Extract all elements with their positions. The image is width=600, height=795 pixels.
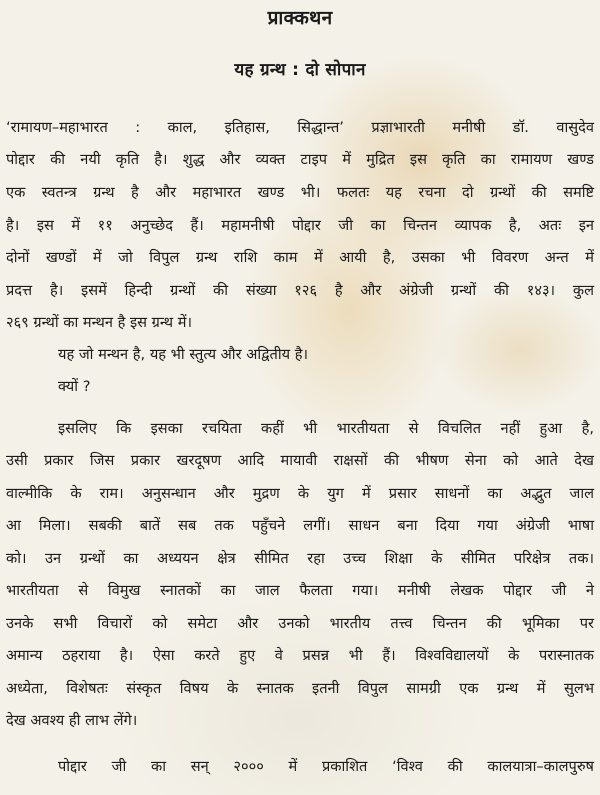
section-subheading: यह ग्रन्थ : दो सोपान: [234, 60, 366, 80]
text-line-3: एक स्वतन्त्र ग्रन्थ है और महाभारत खण्ड भी। फलतः यह रचना दो ग्रन्थों की समष्टि: [6, 184, 594, 201]
text-line-8: यह जो मन्थन है, यह भी स्तुत्य और अद्वितीय है।: [58, 346, 309, 363]
text-line-9: क्यों ?: [58, 378, 91, 395]
text-line-10: इसलिए कि इसका रचयिता कहीं भी भारतीयता से विचलित नहीं हुआ है,: [58, 420, 594, 437]
text-line-20: पोद्दार जी का सन् २००० में प्रकाशित ‘विश्व की कालयात्रा–कालपुरुष: [58, 758, 594, 775]
text-line-1: ‘रामायण–महाभारत : काल, इतिहास, सिद्धान्त’ प्रज्ञाभारती मनीषी डॉ. वासुदेव: [6, 119, 594, 136]
text-line-17: अमान्य ठहराया है। ऐसा करते हुए वे प्रसन्न भी हैं। विश्वविद्यालयों के परास्नातक: [6, 647, 594, 664]
text-line-18: अध्येता, विशेषतः संस्कृत विषय के स्नातक इतनी विपुल सामग्री एक ग्रन्थ में सुलभ: [6, 680, 594, 697]
text-line-13: आ मिला। सबकी बातें सब तक पहुँचने लगीं। साधन बना दिया गया अंग्रेजी भाषा: [6, 517, 594, 534]
text-line-14: को। उन ग्रन्थों का अध्ययन क्षेत्र सीमित रहा उच्च शिक्षा के सीमित परिक्षेत्र तक।: [6, 550, 594, 567]
text-line-15: भारतीयता से विमुख स्नातकों का जाल फैलता गया। मनीषी लेखक पोद्दार जी ने: [6, 582, 594, 599]
text-line-11: उसी प्रकार जिस प्रकार खरदूषण आदि मायावी राक्षसों की भीषण सेना को आते देख: [6, 452, 594, 469]
text-line-2: पोद्दार की नयी कृति है। शुद्ध और व्यक्त टाइप में मुद्रित इस कृति का रामायण खण्ड: [6, 151, 594, 168]
text-line-5: दोनों खण्डों में जो विपुल ग्रन्थ राशि काम में आयी है, उसका भी विवरण अन्त में: [6, 249, 594, 266]
text-line-16: उनके सभी विचारों को समेटा और उनको भारतीय तत्त्व चिन्तन की भूमिका पर: [6, 615, 594, 632]
page-heading: प्राक्कथन: [267, 7, 333, 29]
text-line-19: देख अवश्य ही लाभ लेंगे।: [6, 712, 138, 729]
text-line-4: है। इस में ११ अनुच्छेद हैं। महामनीषी पोद्दार जी का चिन्तन व्यापक है, अतः इन: [6, 217, 594, 234]
text-line-6: प्रदत्त है। इसमें हिन्दी ग्रन्थों की संख्या १२६ है और अंग्रेजी ग्रन्थों की १४३। कुल: [6, 282, 594, 299]
text-line-12: वाल्मीकि के राम। अनुसन्धान और मुद्रण के युग में प्रसार साधनों का अद्भुत जाल: [6, 485, 594, 502]
text-line-7: २६९ ग्रन्थों का मन्थन है इस ग्रन्थ में।: [6, 314, 192, 331]
